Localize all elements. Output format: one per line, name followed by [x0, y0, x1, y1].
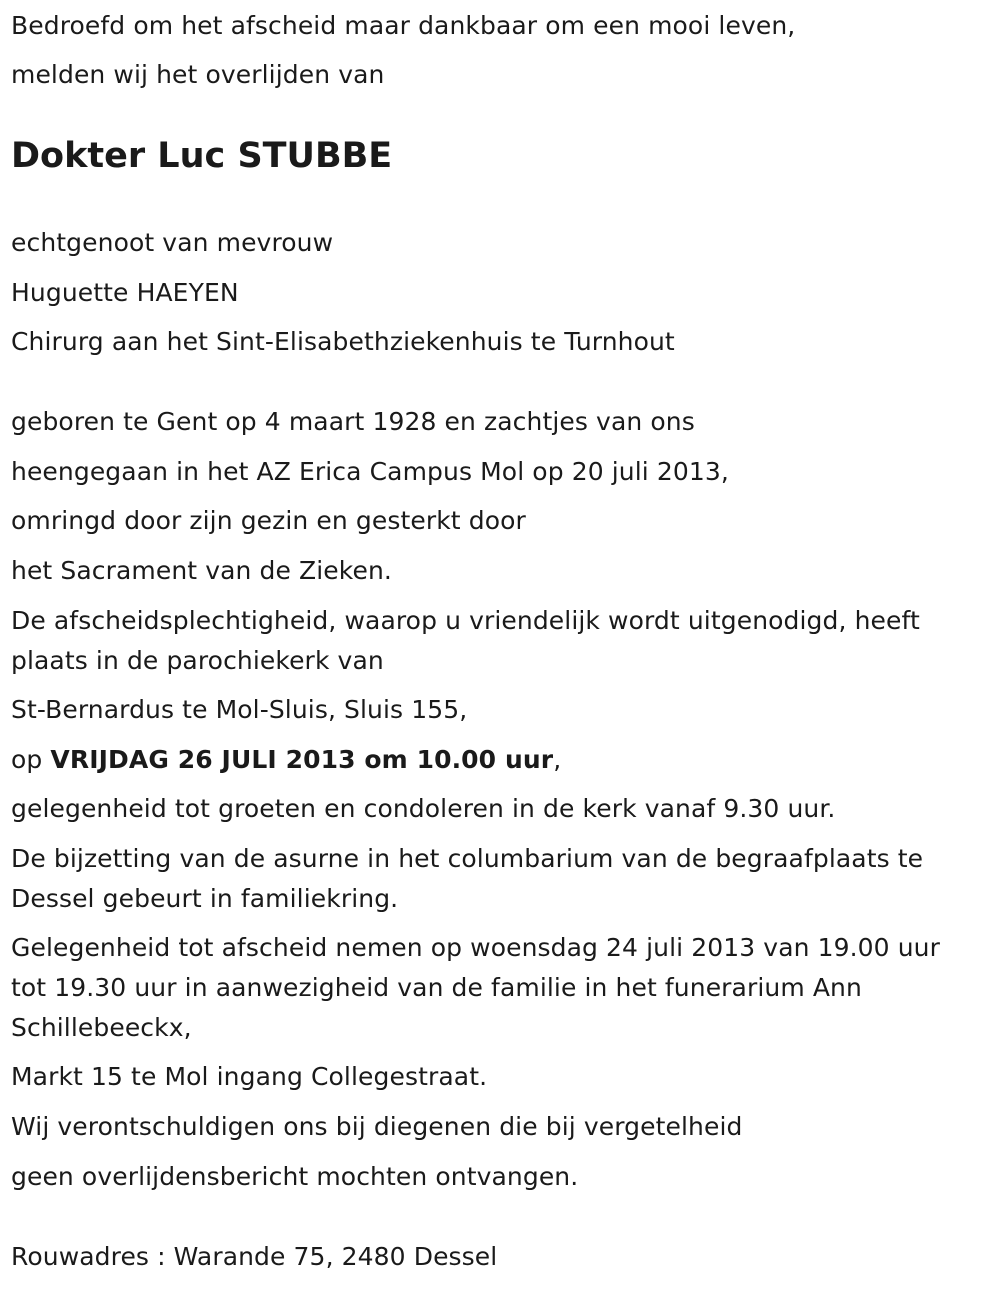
body-line-16: Wij verontschuldigen ons bij diegenen die bij vergetelheid [11, 1112, 743, 1141]
body-line-6: plaats in de parochiekerk van [11, 646, 384, 675]
ceremony-date-line [11, 740, 561, 780]
body-line-3: omringd door zijn gezin en gesterkt door [11, 506, 526, 535]
body-line-10: De bijzetting van de asurne in het columbarium van de begraafplaats te [11, 844, 924, 873]
spouse-name: Huguette HAEYEN [11, 278, 239, 307]
body-line-1: geboren te Gent op 4 maart 1928 en zachtjes van ons [11, 407, 695, 436]
profession-line: Chirurg aan het Sint-Elisabethziekenhuis te Turnhout [11, 327, 675, 356]
ceremony-suffix: , [553, 745, 562, 774]
ceremony-date: VRIJDAG 26 JULI 2013 om 10.00 uur [50, 745, 554, 774]
body-line-17: geen overlijdensbericht mochten ontvangen. [11, 1162, 579, 1191]
body-line-11: Dessel gebeurt in familiekring. [11, 884, 399, 913]
ceremony-prefix: op [11, 745, 51, 774]
mourning-address: Rouwadres : Warande 75, 2480 Dessel [11, 1242, 498, 1271]
body-line-2: heengegaan in het AZ Erica Campus Mol op 20 juli 2013, [11, 457, 729, 486]
intro-line-2: melden wij het overlijden van [11, 60, 385, 89]
body-line-13: tot 19.30 uur in aanwezigheid van de familie in het funerarium Ann [11, 973, 862, 1002]
body-line-12: Gelegenheid tot afscheid nemen op woensdag 24 juli 2013 van 19.00 uur [11, 933, 940, 962]
spouse-line: echtgenoot van mevrouw [11, 228, 334, 257]
deceased-name: Dokter Luc STUBBE [11, 136, 393, 176]
body-line-15: Markt 15 te Mol ingang Collegestraat. [11, 1062, 488, 1091]
body-line-14: Schillebeeckx, [11, 1013, 192, 1042]
intro-line-1: Bedroefd om het afscheid maar dankbaar om een mooi leven, [11, 11, 796, 40]
body-line-5: De afscheidsplechtigheid, waarop u vriendelijk wordt uitgenodigd, heeft [11, 606, 920, 635]
body-line-7: St-Bernardus te Mol-Sluis, Sluis 155, [11, 695, 468, 724]
body-line-4: het Sacrament van de Zieken. [11, 556, 392, 585]
body-line-9: gelegenheid tot groeten en condoleren in de kerk vanaf 9.30 uur. [11, 794, 836, 823]
